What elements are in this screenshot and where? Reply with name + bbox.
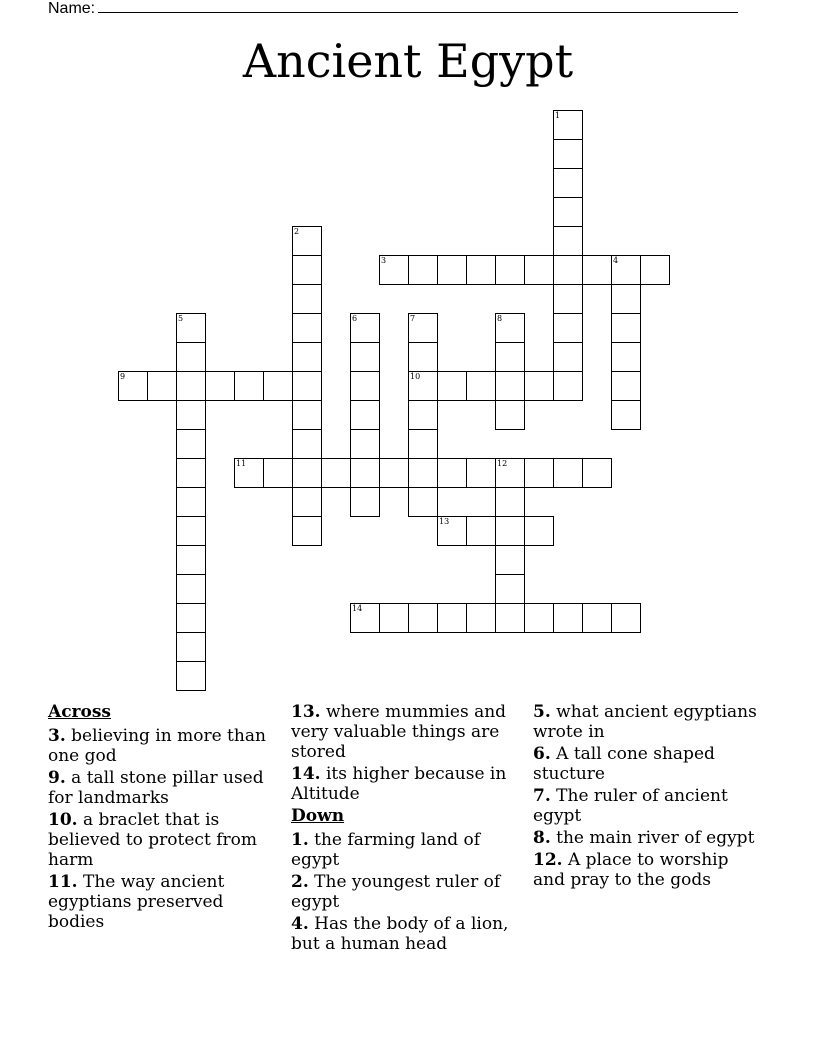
clue-text: what ancient egyptians wrote in (533, 702, 757, 742)
grid-cell[interactable] (292, 371, 322, 401)
grid-cell[interactable] (524, 603, 554, 633)
grid-cell[interactable] (582, 255, 612, 285)
grid-cell[interactable] (263, 458, 293, 488)
grid-cell[interactable] (176, 458, 206, 488)
grid-cell[interactable] (176, 429, 206, 459)
name-label: Name: (48, 0, 96, 17)
down-clue (533, 744, 765, 784)
clue-number: 3. (48, 726, 66, 746)
clue-number: 8. (533, 828, 551, 848)
grid-cell[interactable] (176, 487, 206, 517)
grid-cell[interactable] (553, 284, 583, 314)
grid-cell[interactable] (524, 458, 554, 488)
grid-cell[interactable] (408, 371, 438, 401)
clue-number: 10. (48, 810, 78, 830)
grid-cell[interactable] (553, 110, 583, 140)
grid-cell[interactable] (292, 487, 322, 517)
grid-cell[interactable] (408, 255, 438, 285)
clue-number: 13. (291, 702, 321, 722)
clue-text: The way ancient egyptians preserved bodies (48, 872, 225, 932)
clue-number-label: 11 (236, 459, 247, 468)
grid-cell[interactable] (553, 603, 583, 633)
clue-text: a tall stone pillar used for landmarks (48, 768, 264, 808)
across-clue (291, 764, 523, 804)
down-clue (533, 786, 765, 826)
grid-cell[interactable] (495, 516, 525, 546)
grid-cell[interactable] (234, 458, 264, 488)
clue-text: A tall cone shaped stucture (533, 744, 715, 784)
clue-number-label: 6 (352, 314, 358, 323)
clue-text: The youngest ruler of egypt (291, 872, 501, 912)
grid-cell[interactable] (611, 284, 641, 314)
grid-cell[interactable] (176, 632, 206, 662)
clue-number: 1. (291, 830, 309, 850)
grid-cell[interactable] (524, 516, 554, 546)
grid-cell[interactable] (495, 313, 525, 343)
grid-cell[interactable] (553, 342, 583, 372)
down-clue (291, 830, 523, 870)
across-heading: Across (48, 702, 111, 722)
across-clue (48, 810, 280, 870)
grid-cell[interactable] (408, 429, 438, 459)
grid-cell[interactable] (176, 603, 206, 633)
grid-cell[interactable] (408, 458, 438, 488)
grid-cell[interactable] (553, 197, 583, 227)
grid-cell[interactable] (321, 458, 351, 488)
grid-cell[interactable] (495, 400, 525, 430)
grid-cell[interactable] (466, 603, 496, 633)
grid-cell[interactable] (350, 342, 380, 372)
grid-cell[interactable] (292, 458, 322, 488)
across-clue (48, 872, 280, 932)
grid-cell[interactable] (205, 371, 235, 401)
grid-cell[interactable] (640, 255, 670, 285)
grid-cell[interactable] (611, 603, 641, 633)
clue-number: 6. (533, 744, 551, 764)
clue-text: believing in more than one god (48, 726, 266, 766)
grid-cell[interactable] (147, 371, 177, 401)
clue-number-label: 10 (410, 372, 421, 381)
grid-cell[interactable] (292, 255, 322, 285)
clue-number-label: 9 (120, 372, 126, 381)
clue-number: 2. (291, 872, 309, 892)
clues-column-1 (48, 702, 280, 934)
grid-cell[interactable] (118, 371, 148, 401)
clue-number-label: 7 (410, 314, 416, 323)
clue-number: 5. (533, 702, 551, 722)
clue-number: 14. (291, 764, 321, 784)
across-clue (291, 702, 523, 762)
grid-cell[interactable] (234, 371, 264, 401)
grid-cell[interactable] (408, 603, 438, 633)
grid-cell[interactable] (350, 458, 380, 488)
grid-cell[interactable] (437, 603, 467, 633)
grid-cell[interactable] (292, 516, 322, 546)
clues-column-2 (291, 702, 523, 956)
clue-number-label: 5 (178, 314, 184, 323)
down-clue (533, 850, 765, 890)
grid-cell[interactable] (350, 429, 380, 459)
clue-text: a braclet that is believed to protect from harm (48, 810, 257, 870)
clue-number-label: 12 (497, 459, 508, 468)
clue-text: where mummies and very valuable things are stored (291, 702, 507, 762)
grid-cell[interactable] (611, 313, 641, 343)
grid-cell[interactable] (437, 255, 467, 285)
clue-number: 7. (533, 786, 551, 806)
grid-cell[interactable] (466, 516, 496, 546)
grid-cell[interactable] (553, 168, 583, 198)
grid-cell[interactable] (176, 661, 206, 691)
grid-cell[interactable] (292, 284, 322, 314)
grid-cell[interactable] (495, 603, 525, 633)
clue-number: 12. (533, 850, 563, 870)
grid-cell[interactable] (524, 371, 554, 401)
page-title: Ancient Egypt (242, 34, 574, 88)
grid-cell[interactable] (582, 603, 612, 633)
down-heading: Down (291, 806, 345, 826)
grid-cell[interactable] (437, 458, 467, 488)
grid-cell[interactable] (466, 458, 496, 488)
grid-cell[interactable] (495, 574, 525, 604)
grid-cell[interactable] (611, 255, 641, 285)
grid-cell[interactable] (553, 458, 583, 488)
across-clue (48, 726, 280, 766)
grid-cell[interactable] (553, 139, 583, 169)
clue-number: 11. (48, 872, 78, 892)
clue-text: the main river of egypt (556, 828, 755, 848)
grid-cell[interactable] (292, 226, 322, 256)
grid-cell[interactable] (553, 226, 583, 256)
down-clue (291, 872, 523, 912)
grid-cell[interactable] (176, 545, 206, 575)
grid-cell[interactable] (495, 342, 525, 372)
grid-cell[interactable] (292, 342, 322, 372)
grid-cell[interactable] (350, 400, 380, 430)
grid-cell[interactable] (263, 371, 293, 401)
clue-number-label: 8 (497, 314, 503, 323)
across-clue (48, 768, 280, 808)
grid-cell[interactable] (408, 487, 438, 517)
grid-cell[interactable] (437, 371, 467, 401)
grid-cell[interactable] (611, 342, 641, 372)
clue-number-label: 3 (381, 256, 387, 265)
grid-cell[interactable] (524, 255, 554, 285)
grid-cell[interactable] (495, 371, 525, 401)
grid-cell[interactable] (292, 429, 322, 459)
grid-cell[interactable] (379, 255, 409, 285)
clue-text: the farming land of egypt (291, 830, 481, 870)
clue-number-label: 1 (555, 111, 561, 120)
grid-cell[interactable] (495, 545, 525, 575)
grid-cell[interactable] (408, 400, 438, 430)
grid-cell[interactable] (611, 371, 641, 401)
grid-cell[interactable] (176, 516, 206, 546)
clue-number-label: 14 (352, 604, 363, 613)
down-clue (533, 702, 765, 742)
grid-cell[interactable] (379, 458, 409, 488)
grid-cell[interactable] (350, 313, 380, 343)
grid-cell[interactable] (350, 487, 380, 517)
clue-number: 9. (48, 768, 66, 788)
grid-cell[interactable] (176, 400, 206, 430)
down-clue (291, 914, 523, 954)
grid-cell[interactable] (495, 487, 525, 517)
grid-cell[interactable] (350, 371, 380, 401)
clue-text: Has the body of a lion, but a human head (291, 914, 509, 954)
grid-cell[interactable] (553, 255, 583, 285)
grid-cell[interactable] (466, 371, 496, 401)
grid-cell[interactable] (379, 603, 409, 633)
grid-cell[interactable] (495, 458, 525, 488)
clue-number-label: 4 (613, 256, 619, 265)
clue-text: The ruler of ancient egypt (533, 786, 728, 826)
grid-cell[interactable] (437, 516, 467, 546)
clue-number-label: 13 (439, 517, 450, 526)
clue-text: its higher because in Altitude (291, 764, 507, 804)
clue-text: A place to worship and pray to the gods (533, 850, 729, 890)
grid-cell[interactable] (408, 313, 438, 343)
grid-cell[interactable] (292, 400, 322, 430)
grid-cell[interactable] (495, 255, 525, 285)
clue-number: 4. (291, 914, 309, 934)
grid-cell[interactable] (553, 371, 583, 401)
grid-cell[interactable] (176, 342, 206, 372)
grid-cell[interactable] (176, 574, 206, 604)
grid-cell[interactable] (350, 603, 380, 633)
grid-cell[interactable] (553, 313, 583, 343)
clues-column-3 (533, 702, 765, 892)
grid-cell[interactable] (408, 342, 438, 372)
clue-number-label: 2 (294, 227, 300, 236)
grid-cell[interactable] (176, 313, 206, 343)
down-clue (533, 828, 765, 848)
grid-cell[interactable] (582, 458, 612, 488)
grid-cell[interactable] (611, 400, 641, 430)
grid-cell[interactable] (466, 255, 496, 285)
grid-cell[interactable] (292, 313, 322, 343)
grid-cell[interactable] (176, 371, 206, 401)
